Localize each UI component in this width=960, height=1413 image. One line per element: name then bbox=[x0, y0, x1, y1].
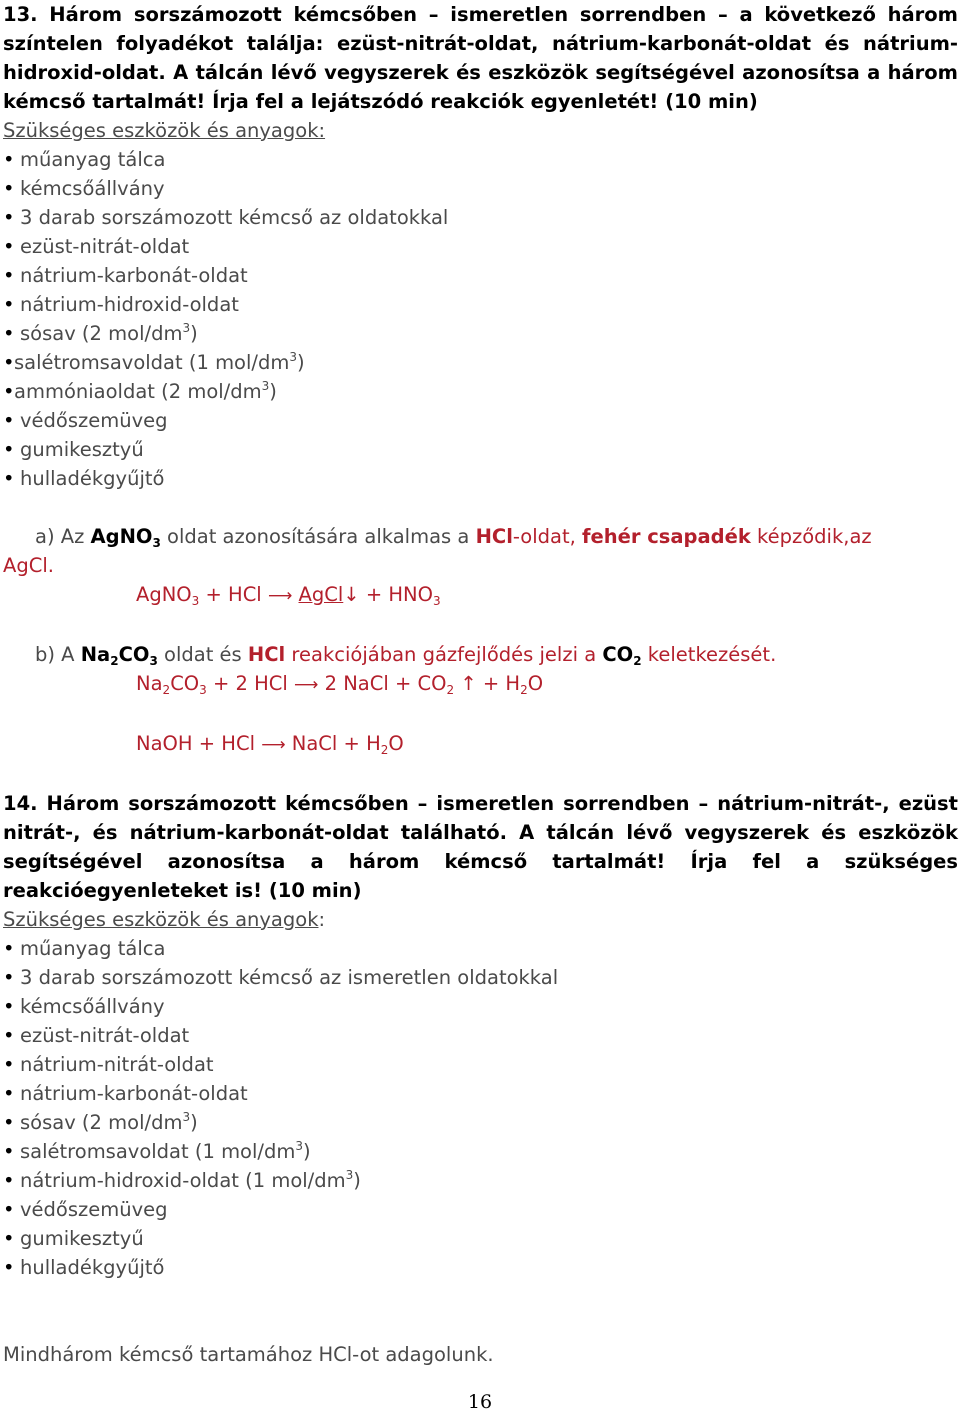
list-item: • hulladékgyűjtő bbox=[3, 467, 165, 490]
answer-a-cont: AgCl. bbox=[3, 554, 54, 577]
list-item: • salétromsavoldat (1 mol/$dm^3$) bbox=[3, 1139, 311, 1163]
list-item: •ammóniaoldat (2 mol/$dm^3$) bbox=[3, 379, 277, 403]
list-item: • gumikesztyű bbox=[3, 438, 144, 461]
document-page bbox=[3, 0, 958, 1369]
task-13-heading bbox=[3, 0, 958, 116]
list-item: • ezüst-nitrát-oldat bbox=[3, 1024, 190, 1047]
list-item: • nátrium-hidroxid-oldat bbox=[3, 293, 239, 316]
list-item: • 3 darab sorszámozott kémcső az ismeretlen oldatokkal bbox=[3, 966, 559, 989]
list-item: • nátrium-karbonát-oldat bbox=[3, 1082, 248, 1105]
materials-title: Szükséges eszközök és anyagok: bbox=[3, 119, 326, 142]
list-item: • sósav (2 mol/$dm^3$) bbox=[3, 321, 198, 345]
equation-2: $Na_2CO_3 + 2$ HCl ⟶ 2 NaCl + $CO_2$ ↑ + $H_2O$ bbox=[136, 672, 544, 697]
list-item: • nátrium-karbonát-oldat bbox=[3, 264, 248, 287]
answer-a: a) Az AgNO$_3$ oldat azonosítására alkalmas a HCl-oldat, fehér csapadék képződik,az bbox=[35, 525, 872, 550]
task-time: (10 min) bbox=[268, 879, 362, 902]
list-item: • gumikesztyű bbox=[3, 1227, 144, 1250]
list-item: •salétromsavoldat (1 mol/$dm^3$) bbox=[3, 350, 305, 374]
task-text: Három sorszámozott kémcsőben – ismeretlen sorrendben – nátrium-nitrát-, ezüst nitrát-, és nátrium-karbonát-oldat található. A tálcán lévő vegyszerek és eszközök segítségével azonosítsa a három kémcső tartalmát! Írja fel a szükséges reakcióegyenleteket is! bbox=[3, 792, 958, 902]
list-item: • 3 darab sorszámozott kémcső az oldatokkal bbox=[3, 206, 449, 229]
materials-list bbox=[3, 934, 958, 1282]
list-item: • védőszemüveg bbox=[3, 409, 168, 432]
list-item: • kémcsőállvány bbox=[3, 995, 165, 1018]
list-item: • sósav (2 mol/$dm^3$) bbox=[3, 1110, 198, 1134]
list-item: • nátrium-nitrát-oldat bbox=[3, 1053, 214, 1076]
list-item: • műanyag tálca bbox=[3, 148, 166, 171]
materials-title: Szükséges eszközök és anyagok: bbox=[3, 908, 326, 931]
list-item: • ezüst-nitrát-oldat bbox=[3, 235, 190, 258]
task-time: (10 min) bbox=[665, 90, 758, 113]
list-item: • műanyag tálca bbox=[3, 937, 166, 960]
task-text: Három sorszámozott kémcsőben – ismeretlen sorrendben – a következő három színtelen folyadékot találja: ezüst-nitrát-oldat, nátrium-karbonát-oldat és nátrium-hidroxid-oldat. A tálcán lévő vegyszerek és eszközök segítségével azonosítsa a három kémcső tartalmát! Írja fel a lejátszódó reakciók egyenletét! bbox=[3, 3, 958, 113]
list-item: • védőszemüveg bbox=[3, 1198, 168, 1221]
list-item: • nátrium-hidroxid-oldat (1 mol/$dm^3$) bbox=[3, 1168, 361, 1192]
answer-b: b) A $Na_2CO_3$ oldat és HCl reakciójában gázfejlődés jelzi a $CO_2$ keletkezését. bbox=[35, 643, 777, 668]
equation-3: NaOH + HCl ⟶ NaCl + $H_2O$ bbox=[136, 732, 404, 757]
list-item: • hulladékgyűjtő bbox=[3, 1256, 165, 1279]
list-item: • kémcsőállvány bbox=[3, 177, 165, 200]
page-number: 16 bbox=[467, 1391, 493, 1413]
task-14-heading bbox=[3, 789, 958, 905]
task-number: 13. bbox=[3, 3, 38, 26]
materials-list bbox=[3, 145, 958, 493]
equation-1: AgNO$_3$ + HCl ⟶ AgCl↓ + $HNO_3$ bbox=[136, 583, 441, 608]
task-number: 14. bbox=[3, 792, 38, 815]
closing-text: Mindhárom kémcső tartamához HCl-ot adagolunk. bbox=[3, 1343, 494, 1366]
